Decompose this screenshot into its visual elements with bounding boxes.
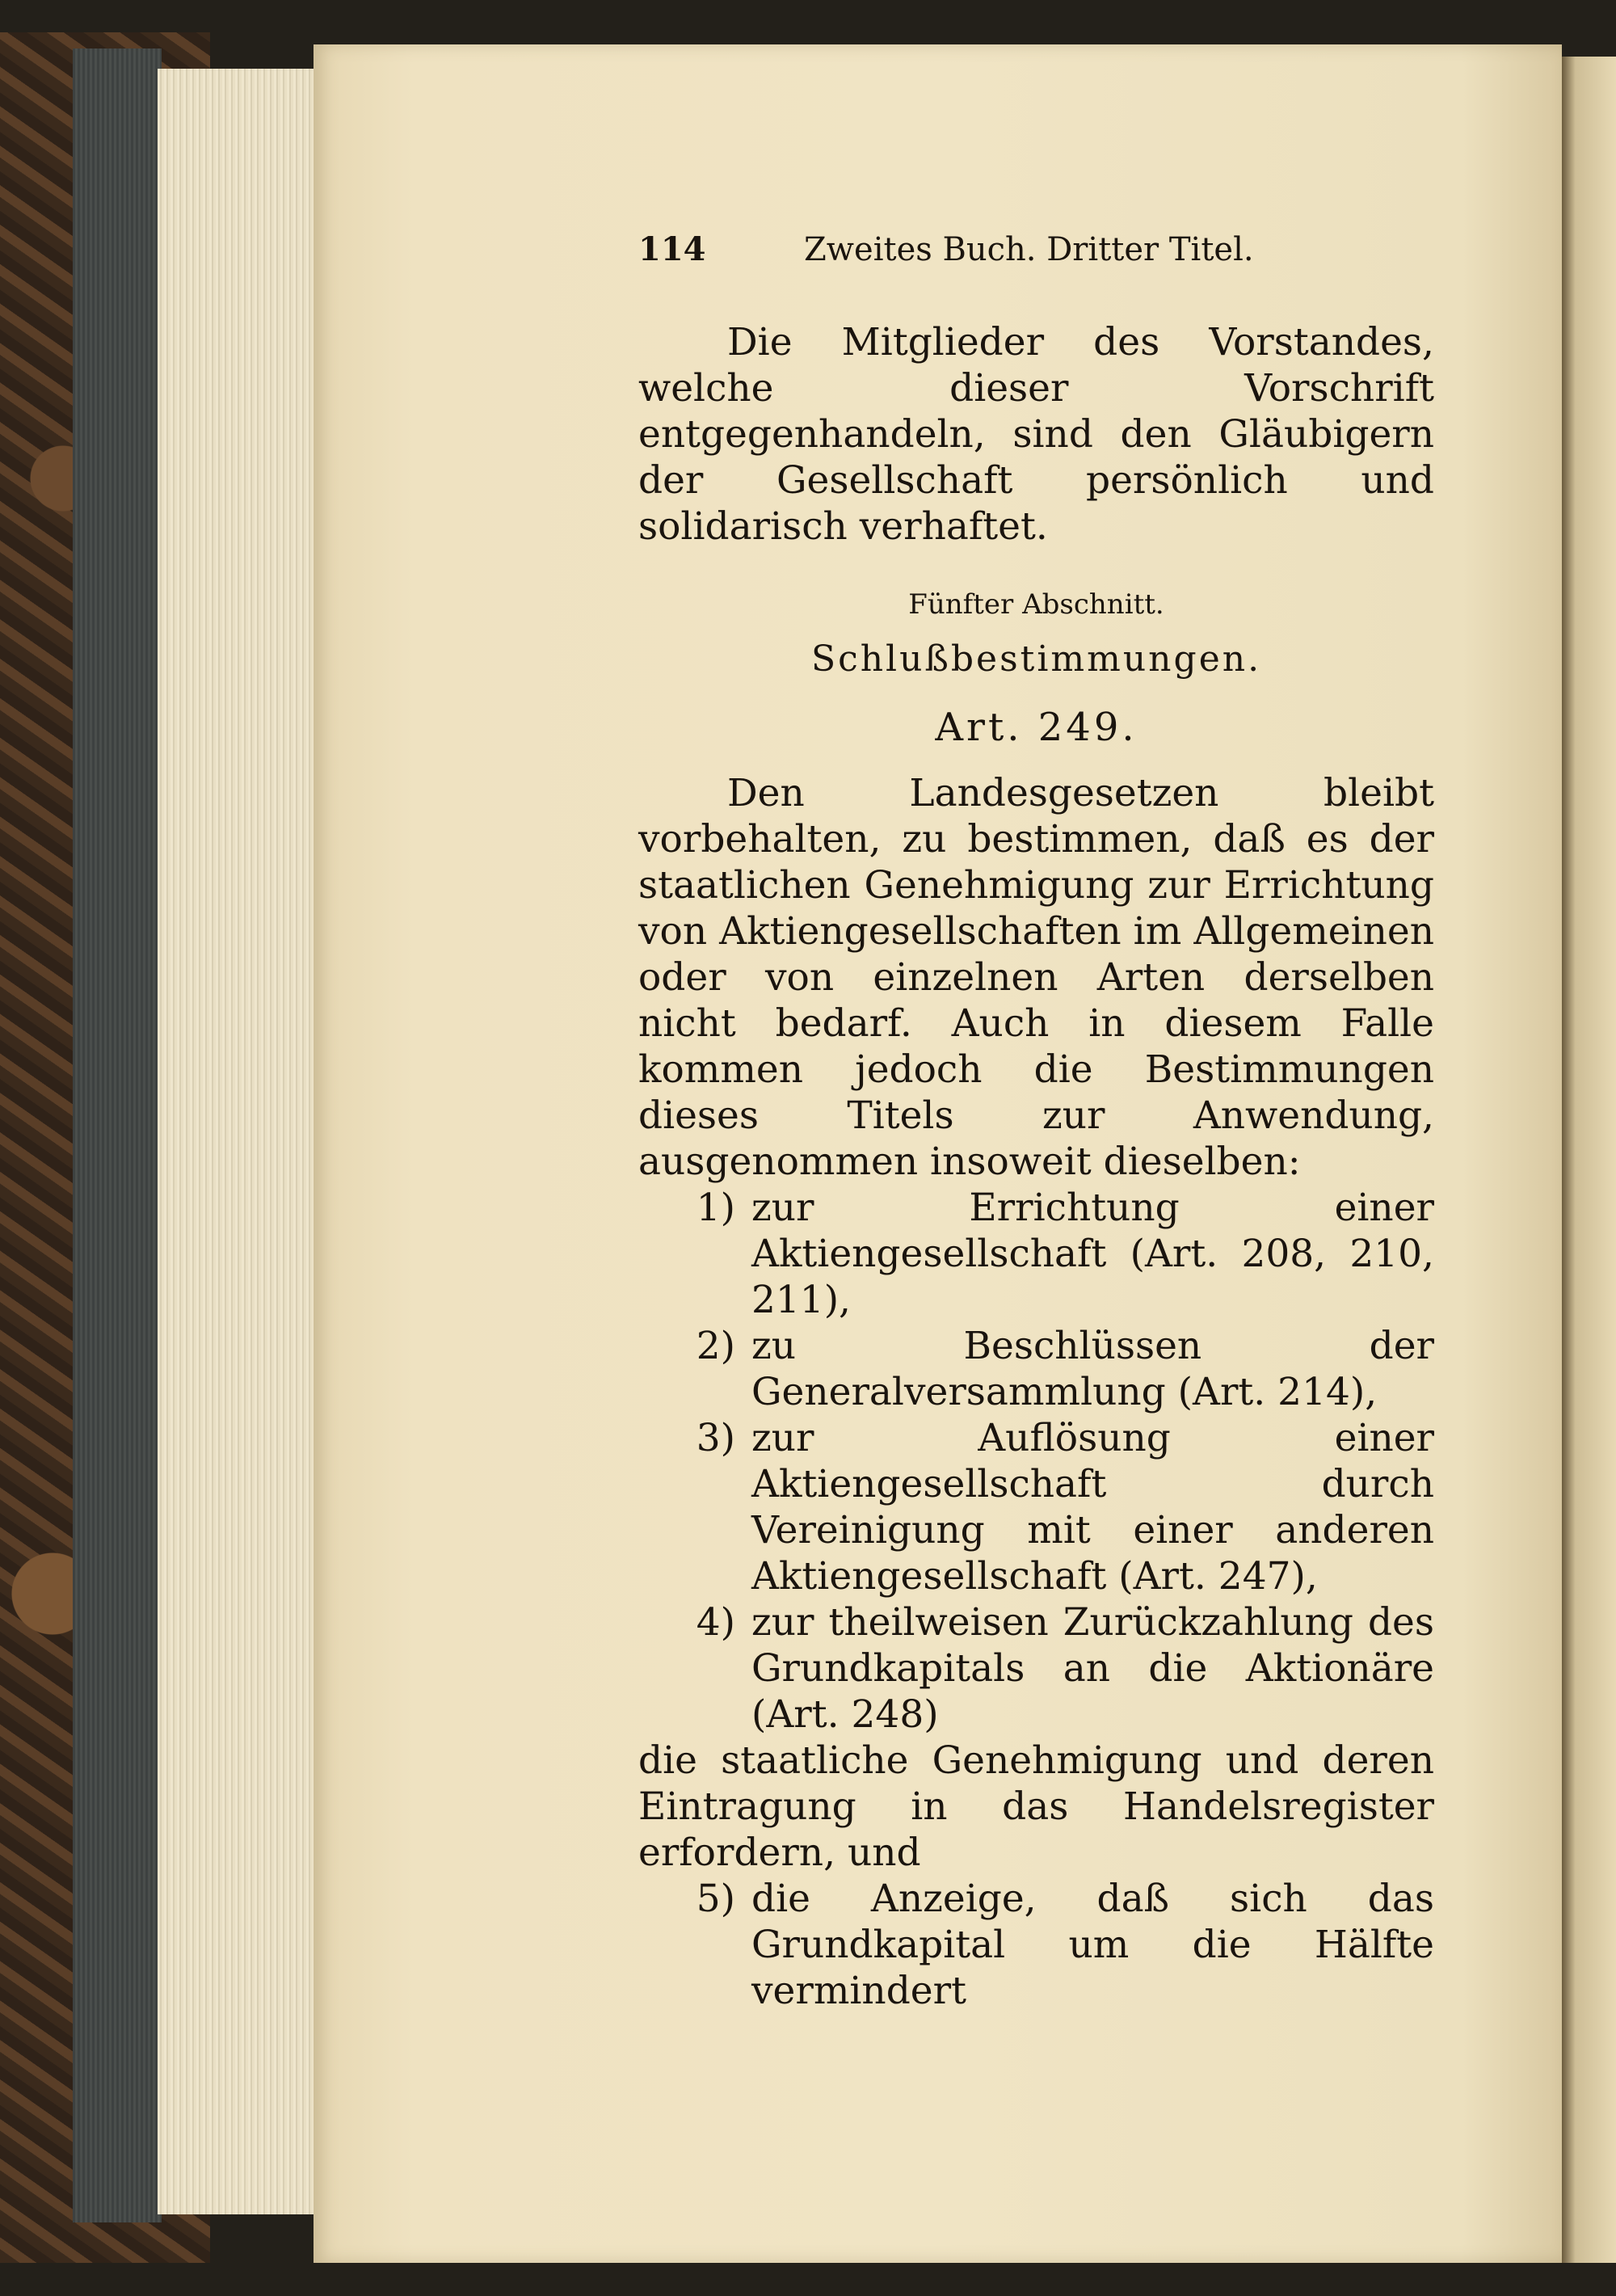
section-title: Schlußbestimmungen. bbox=[810, 638, 1262, 680]
list-item bbox=[638, 1876, 1434, 2014]
page-number: 114 bbox=[638, 230, 706, 268]
item-number: 1) bbox=[696, 1186, 735, 1230]
section-label: Fünfter Abschnitt. bbox=[908, 588, 1164, 621]
list-item bbox=[638, 1415, 1434, 1599]
item-number: 5) bbox=[696, 1877, 735, 1921]
page-edges bbox=[158, 69, 315, 2214]
page-text bbox=[638, 319, 1434, 2014]
list-item bbox=[638, 1323, 1434, 1415]
article-title: Art. 249. bbox=[935, 705, 1138, 750]
item-text: die Anzeige, daß sich das Grundkapital um die Hälfte vermindert bbox=[751, 1877, 1434, 2013]
list-item bbox=[638, 1599, 1434, 1738]
list-item bbox=[638, 1185, 1434, 1323]
item-number: 2) bbox=[696, 1324, 735, 1368]
paragraph-after: die staatliche Genehmigung und deren Eintragung in das Handelsregister erfordern, und bbox=[638, 1738, 1434, 1875]
item-number: 4) bbox=[696, 1600, 735, 1645]
item-text: zu Beschlüssen der Generalversammlung (Art. 214), bbox=[751, 1324, 1434, 1414]
running-title: Zweites Buch. Dritter Titel. bbox=[804, 231, 1254, 268]
paragraph-top: Die Mitglieder des Vorstandes, welche dieser Vorschrift entgegenhandeln, sind den Gläubigern der Gesellschaft persönlich und solidarisch verhaftet. bbox=[638, 320, 1434, 549]
item-number: 3) bbox=[696, 1416, 735, 1460]
book-spine bbox=[73, 48, 162, 2222]
item-text: zur theilweisen Zurückzahlung des Grundkapitals an die Aktionäre (Art. 248) bbox=[751, 1600, 1434, 1737]
paragraph-main: Den Landesgesetzen bleibt vorbehalten, zu bestimmen, daß es der staatlichen Genehmigung zur Errichtung von Aktiengesellschaften im Allgemeinen oder von einzelnen Arten derselben nicht bedarf. Auch in diesem Falle kommen jedoch die Bestimmungen dieses Titels zur Anwendung, ausgenommen insoweit dieselben: bbox=[638, 771, 1434, 1184]
item-text: zur Auflösung einer Aktiengesellschaft durch Vereinigung mit einer anderen Aktiengesellschaft (Art. 247), bbox=[751, 1416, 1434, 1599]
page-header bbox=[638, 230, 1434, 268]
item-text: zur Errichtung einer Aktiengesellschaft (Art. 208, 210, 211), bbox=[751, 1186, 1434, 1322]
facing-page-edge bbox=[1562, 57, 1616, 2263]
